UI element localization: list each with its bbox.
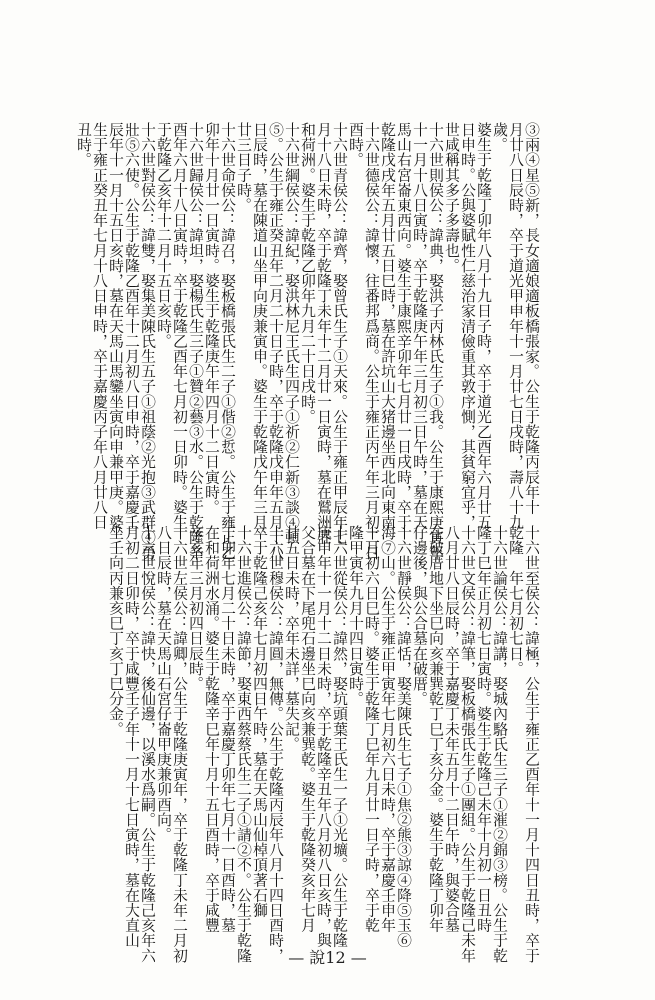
text-column: 卯年十月廿一日寅時。婆生于乾隆庚午年四月十二日寅時。	[203, 122, 220, 515]
text-column: 十六世命侯公：諱召，娶板橋張氏生二子①偕②悊。公生于雍正乙	[219, 122, 236, 560]
text-column: 十六世至侯公：諱極，公生于雍正乙酉年十一月十四日丑時，卒于	[523, 525, 540, 963]
text-column: 八月廿八日辰時，卒于嘉慶丁未年五月十二日午時，與婆合墓	[443, 525, 460, 933]
text-column: 月初二日卯時，卒于咸豐壬子年十一月十七日寅時，墓在大直山	[123, 525, 140, 948]
text-column: 坐壬向丙兼亥巳丁亥丁巳分金。	[107, 525, 124, 737]
text-column: 十六世靜侯公：諱恬，娶美陳氏生七子①焦②熊③諒④降⑤玉⑥	[395, 525, 412, 948]
text-column: ⑤。公生于雍正癸丑年二月二十日子時，卒于乾隆戊申年五月十八	[267, 122, 284, 560]
text-column: 酉時。	[347, 122, 364, 168]
text-column: 十一月十八日寅時，卒于乾隆庚午年三月初三日午時，墓在天	[411, 122, 428, 530]
text-column: 丑時。	[75, 122, 92, 168]
text-column: 壯⑤六使。公生于乾隆乙酉年十二月初八日申時，卒于嘉慶壬	[123, 122, 140, 530]
text-column: 十六世從侯公：諱然，娶坑頭葉王氏生一子①光壙。公生于乾隆	[331, 525, 348, 948]
text-column: 歲。	[491, 122, 508, 153]
text-column: 十六世德侯公：諱懷，往番邦爲商。公生于雍正丙午年三月初二日	[363, 122, 380, 560]
text-column: 父合墓在下尾兜石邊坐巳向亥兼巽乾。婆生于乾隆癸亥年七月	[299, 525, 316, 933]
text-column: 十月初六日巳時。婆生于乾隆丁巳年九月廿一日子時，卒于乾	[363, 525, 380, 933]
text-column: 卒于乾隆己亥年七月初四日午時，墓在天馬山仙棹頂著石獅	[251, 525, 268, 918]
text-column: 廿五日未時，卒年未詳，墓失記。	[283, 525, 300, 752]
text-column: 十六世悅侯公：諱快，後仙邊，以溪水爲嗣。公生于乾隆己亥年六	[139, 525, 156, 963]
text-column: 十六世則侯公：諱典，娶洪子丙林氏生子①我。公生于康熙庚寅年	[427, 122, 444, 560]
text-column: 和荷洲。婆生于乾隆乙卯年九月二十日戌時。	[299, 122, 316, 424]
text-column: ③兩④星⑤新，長女適娘適板橋張家。公生于乾隆丙辰年十	[523, 122, 540, 515]
text-column: 十六世論侯公：諱講，娶城內駱氏生三子①漼②錦③榜。公生于乾	[491, 525, 508, 963]
text-column: 世咸稱其多子多壽也。	[443, 122, 460, 273]
text-column: 婆生于乾隆丁卯年八月十九日子時，卒于道光乙酉年六月廿五	[475, 122, 492, 530]
text-column: 十六世穆侯公：諱圓，無傳。公生于乾隆丙辰年八月十四日酉時，	[267, 525, 284, 963]
text-column: 乾隆 年七月初七日。	[507, 525, 524, 676]
text-column: 十六世文侯公：諱筆，娶板橋張氏生子①團組。公生于乾隆己未年	[459, 525, 476, 963]
text-column: 生于雍正癸丑年七月十八日申時，卒于嘉慶丙子年八月廿八日	[91, 122, 108, 530]
text-column: 辰年十一月十五日亥時，墓在天馬山馬鑾坐寅向申兼甲庚。婆	[107, 122, 124, 530]
text-column: 在和荷洲水涌。婆生于乾隆辛巳年十月十五日酉時，卒于咸豐	[203, 525, 220, 933]
text-column: 日申時。公與婆賦性仁慈治家清儉重其敦序惻，其貧窮宜乎，	[459, 122, 476, 530]
text-column: 海⑦山。公生于雍正甲寅年七月初六日未時，卒于嘉慶壬申年	[379, 525, 396, 933]
text-column: 辛亥年三月初四日辰時。	[187, 525, 204, 692]
text-column: 丁卯年七月二十日未時，卒于嘉慶丁卯年七月十一日酉時，墓	[219, 525, 236, 933]
text-column: 十六世綱侯公：諱紀，娶洪林尼王氏生四子①祈②仁新③談④頓	[283, 122, 300, 545]
page-number: — 說12 —	[288, 948, 367, 967]
text-column: 庚申年十一月十二日未時，卒于乾隆辛丑年八月初八日亥時，與	[315, 525, 332, 948]
text-column: 馬山右宮崙東西向。婆生于康熙辛卯年七月廿一日戌時，卒于	[395, 122, 412, 530]
text-column: 乾隆戊戌年五月廿五日巳時，墓在許坑山大猪邊坐西北向東南	[379, 122, 396, 530]
text-column: 日辰時，墓在陳道山坐甲向庚兼寅申。婆生于乾隆戊午年三月	[251, 122, 268, 530]
text-column: 仔邊後，與公合墓在破厝。	[411, 525, 428, 707]
text-column: 于乾隆乙亥年十二月十五日亥時。	[155, 122, 172, 349]
text-column: 十六世對侯公：諱雙，娶集美陳氏生五子①祖蔭②光抱③武群④勇	[139, 122, 156, 560]
text-column: 廿三日子時。	[235, 122, 252, 213]
text-column: 在破厝地下坐巳向亥兼巽乾丁巳丁亥分金。婆生于乾隆丁卯年	[427, 525, 444, 933]
text-column: 酉年六月十八日寅時，卒于乾隆乙酉年七月初一日卯時。婆生	[171, 122, 188, 530]
text-column: 月十八日未時，卒于乾隆丁未年十二月廿一日寅時，墓在鷲洲莊	[315, 122, 332, 545]
text-column: 十六世青侯公：諱齊，娶曾氏生子①天來。公生于雍正甲辰年七	[331, 122, 348, 545]
text-column: 隆甲寅年九月十四日寅時。	[347, 525, 364, 707]
text-column: 十六世進侯公：諱節，娶東西蔡蔡氏生二子①請②不。公生于乾隆	[235, 525, 252, 963]
text-column: 隆丁巳年正月初七日寅時。婆生于乾隆己未年十月初一日丑時	[475, 525, 492, 933]
text-column: 十六世歸侯公：諱坦，娶楊氏生三子①贊②藝③水。公生于乾隆辛	[187, 122, 204, 560]
text-column: 八日辰時，墓在天馬山石宮仔崙甲庚兼卯酉向。	[155, 525, 172, 843]
text-column: 月廿八日辰時，卒于道光甲申年十一月廿七日戌時，壽八十九	[507, 122, 524, 530]
text-column: 十六世左侯公：諱卿，公生于乾隆庚寅年，卒于乾隆丁未年二月初	[171, 525, 188, 963]
